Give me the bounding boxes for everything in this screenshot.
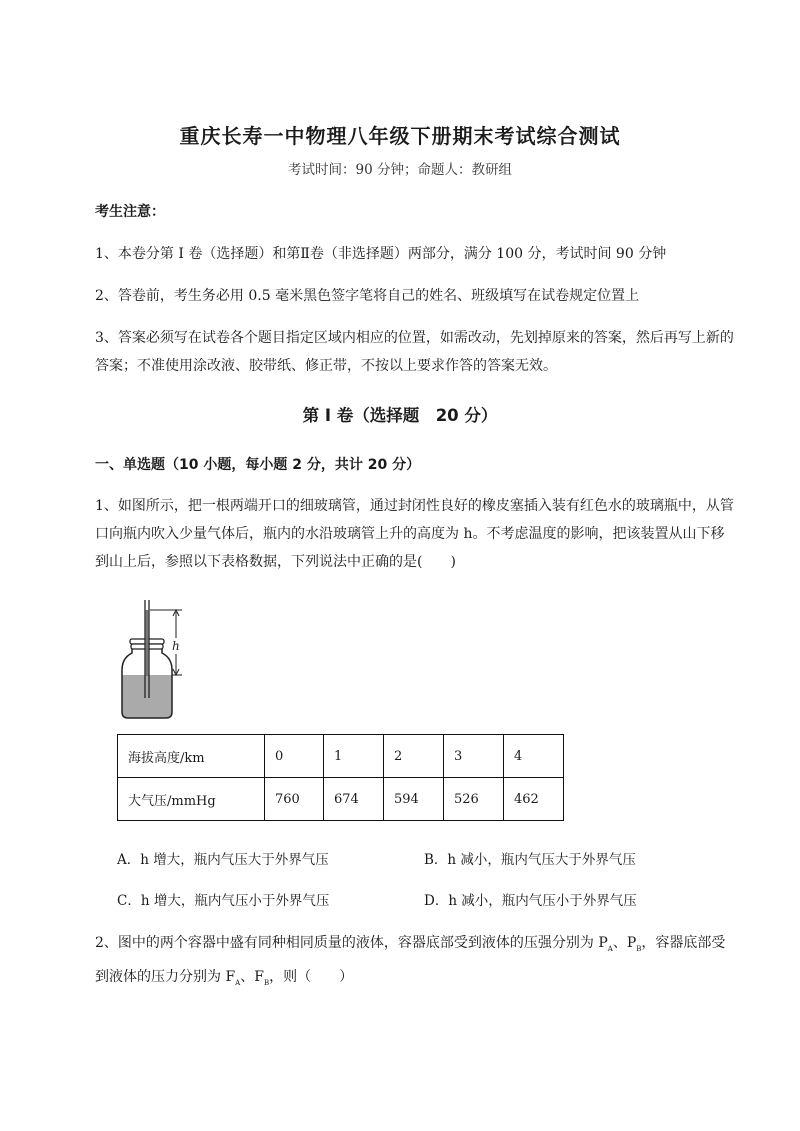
option-a[interactable]: A．h 增大，瓶内气压大于外界气压: [117, 852, 329, 868]
table-cell: 大气压/mmHg: [118, 778, 265, 821]
part-heading: 一、单选题（10 小题，每小题 2 分，共计 20 分）: [95, 457, 421, 473]
section-title: 第 I 卷（选择题 20 分）: [302, 406, 498, 425]
subscript: B: [636, 944, 642, 953]
bottle-figure: [110, 598, 200, 723]
table-cell: 674: [324, 778, 384, 821]
notice-item-1: 1、本卷分第 I 卷（选择题）和第Ⅱ卷（非选择题）两部分，满分 100 分，考试时间 90 分钟: [95, 246, 667, 262]
notice-item-3: 3、答案必须写在试卷各个题目指定区域内相应的位置，如需改动，先划掉原来的答案，然后再写上新的答案；不准使用涂改液、胶带纸、修正带，不按以上要求作答的答案无效。: [95, 330, 734, 374]
option-d[interactable]: D．h 减小，瓶内气压小于外界气压: [424, 893, 637, 909]
table-cell: 3: [444, 735, 504, 778]
q2-text-part: 、F: [240, 968, 264, 985]
table-row: [118, 778, 564, 821]
exam-info: 考试时间：90 分钟；命题人：教研组: [288, 162, 512, 178]
q2-text-part: ，则（ ）: [269, 968, 354, 985]
table-cell: 594: [384, 778, 444, 821]
page-title: 重庆长寿一中物理八年级下册期末考试综合测试: [179, 124, 621, 148]
subscript: A: [235, 978, 241, 987]
table-cell: 462: [504, 778, 564, 821]
table-cell: 海拔高度/km: [118, 735, 265, 778]
table-cell: 0: [265, 735, 324, 778]
table-cell: 526: [444, 778, 504, 821]
option-c[interactable]: C．h 增大，瓶内气压小于外界气压: [117, 893, 330, 909]
q2-text-part: ，容器底部受到液体的压力分别为 F: [95, 935, 726, 985]
option-b[interactable]: B．h 减小，瓶内气压大于外界气压: [424, 852, 636, 868]
subscript: B: [263, 978, 270, 987]
table-row: [118, 735, 564, 778]
table-cell: 760: [265, 778, 324, 821]
table-cell: 4: [504, 735, 564, 778]
q2-text-part: 2、图中的两个容器中盛有同种相同质量的液体，容器底部受到液体的压强分别为 P: [95, 935, 608, 951]
table-cell: 1: [324, 735, 384, 778]
altitude-pressure-table: [117, 734, 564, 821]
notice-item-2: 2、答卷前，考生务必用 0.5 毫米黑色签字笔将自己的姓名、班级填写在试卷规定位置上: [95, 288, 640, 304]
question-2-text: [95, 929, 735, 997]
question-1-text: 1、如图所示，把一根两端开口的细玻璃管，通过封闭性良好的橡皮塞插入装有红色水的玻璃瓶中，从管口向瓶内吹入少量气体后，瓶内的水沿玻璃管上升的高度为 h。不考虑温度的影响，把该装置从山下移到山上后，参照以下表格数据，下列说法中正确的是( ): [95, 498, 734, 570]
q2-text-part: 、P: [612, 935, 637, 951]
height-label: h: [172, 639, 180, 653]
notice-heading: 考生注意：: [95, 204, 165, 220]
table-cell: 2: [384, 735, 444, 778]
subscript: A: [607, 944, 613, 953]
